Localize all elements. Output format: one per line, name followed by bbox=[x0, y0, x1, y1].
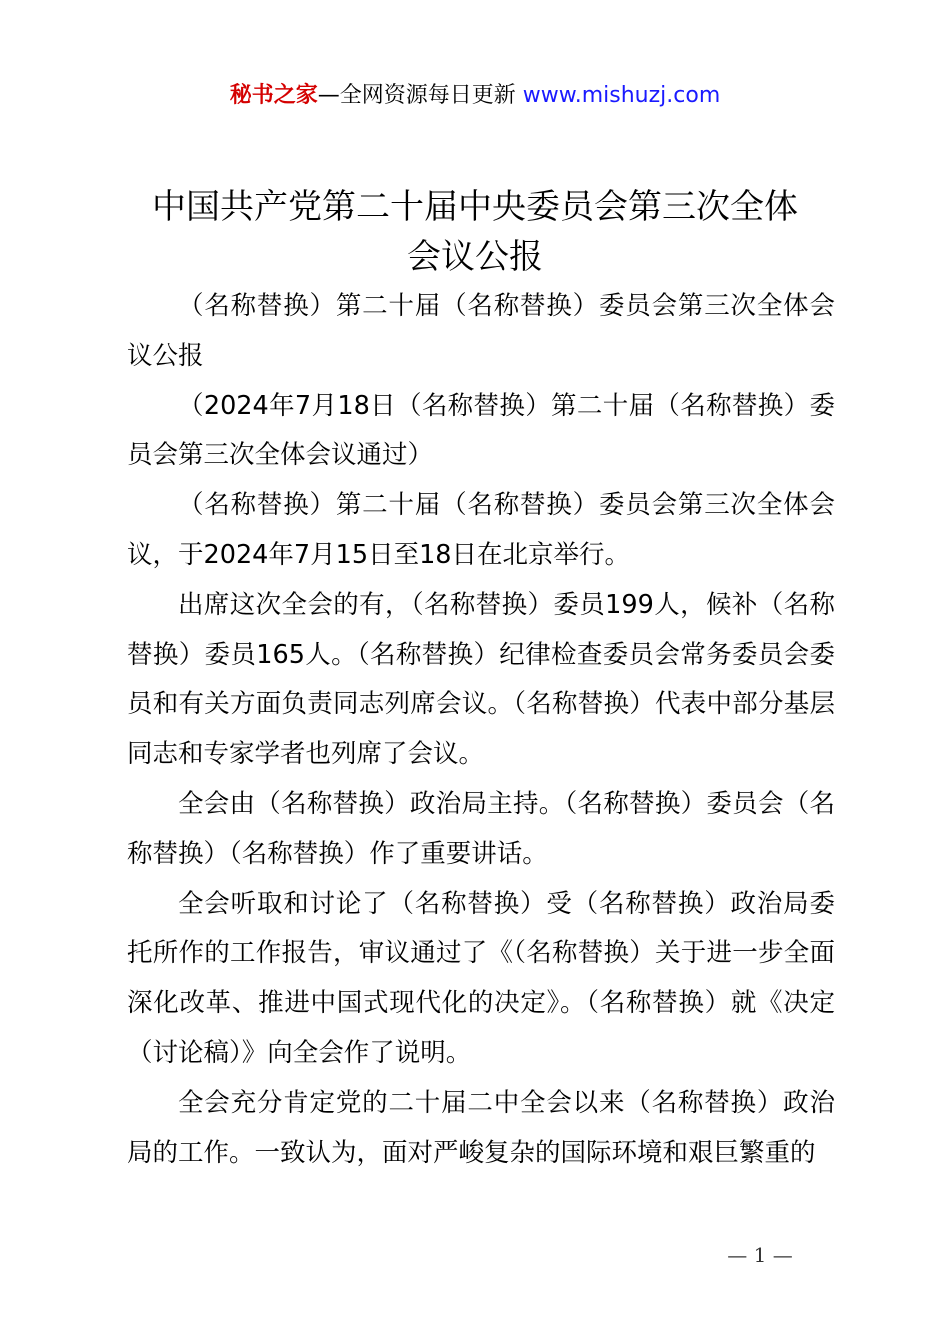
paragraph: 全会听取和讨论了（名称替换）受（名称替换）政治局委托所作的工作报告，审议通过了《（名称替换）关于进一步全面深化改革、推进中国式现代化的决定》。（名称替换）就《决定（讨论稿）》向全会作了说明。 bbox=[127, 888, 835, 1068]
site-tagline: —全网资源每日更新 bbox=[317, 83, 516, 108]
site-brand: 秘书之家 bbox=[229, 83, 318, 108]
document-body bbox=[127, 282, 835, 1178]
paragraph: 全会由（名称替换）政治局主持。（名称替换）委员会（名称替换）（名称替换）作了重要讲话。 bbox=[127, 788, 835, 869]
paragraph-subtitle: （名称替换）第二十届（名称替换）委员会第三次全体会议公报 bbox=[127, 291, 835, 371]
document-title bbox=[110, 182, 840, 282]
site-header bbox=[0, 80, 950, 112]
document-title-line-1: 中国共产党第二十届中央委员会第三次全体 bbox=[152, 187, 798, 227]
document-title-line-2: 会议公报 bbox=[407, 237, 543, 277]
paragraph: 出席这次全会的有，（名称替换）委员199人，候补（名称替换）委员165人。（名称替换）纪律检查委员会常务委员会委员和有关方面负责同志列席会议。（名称替换）代表中部分基层同志和专家学者也列席了会议。 bbox=[127, 589, 835, 770]
site-url-link[interactable]: www.mishuzj.com bbox=[522, 83, 721, 108]
paragraph: （名称替换）第二十届（名称替换）委员会第三次全体会议，于2024年7月15日至18日在北京举行。 bbox=[127, 490, 835, 570]
page-number: — 1 — bbox=[727, 1243, 793, 1267]
paragraph-adoption-note: （2024年7月18日（名称替换）第二十届（名称替换）委员会第三次全体会议通过） bbox=[127, 390, 835, 471]
paragraph: 全会充分肯定党的二十届二中全会以来（名称替换）政治局的工作。一致认为，面对严峻复杂的国际环境和艰巨繁重的 bbox=[127, 1087, 835, 1168]
